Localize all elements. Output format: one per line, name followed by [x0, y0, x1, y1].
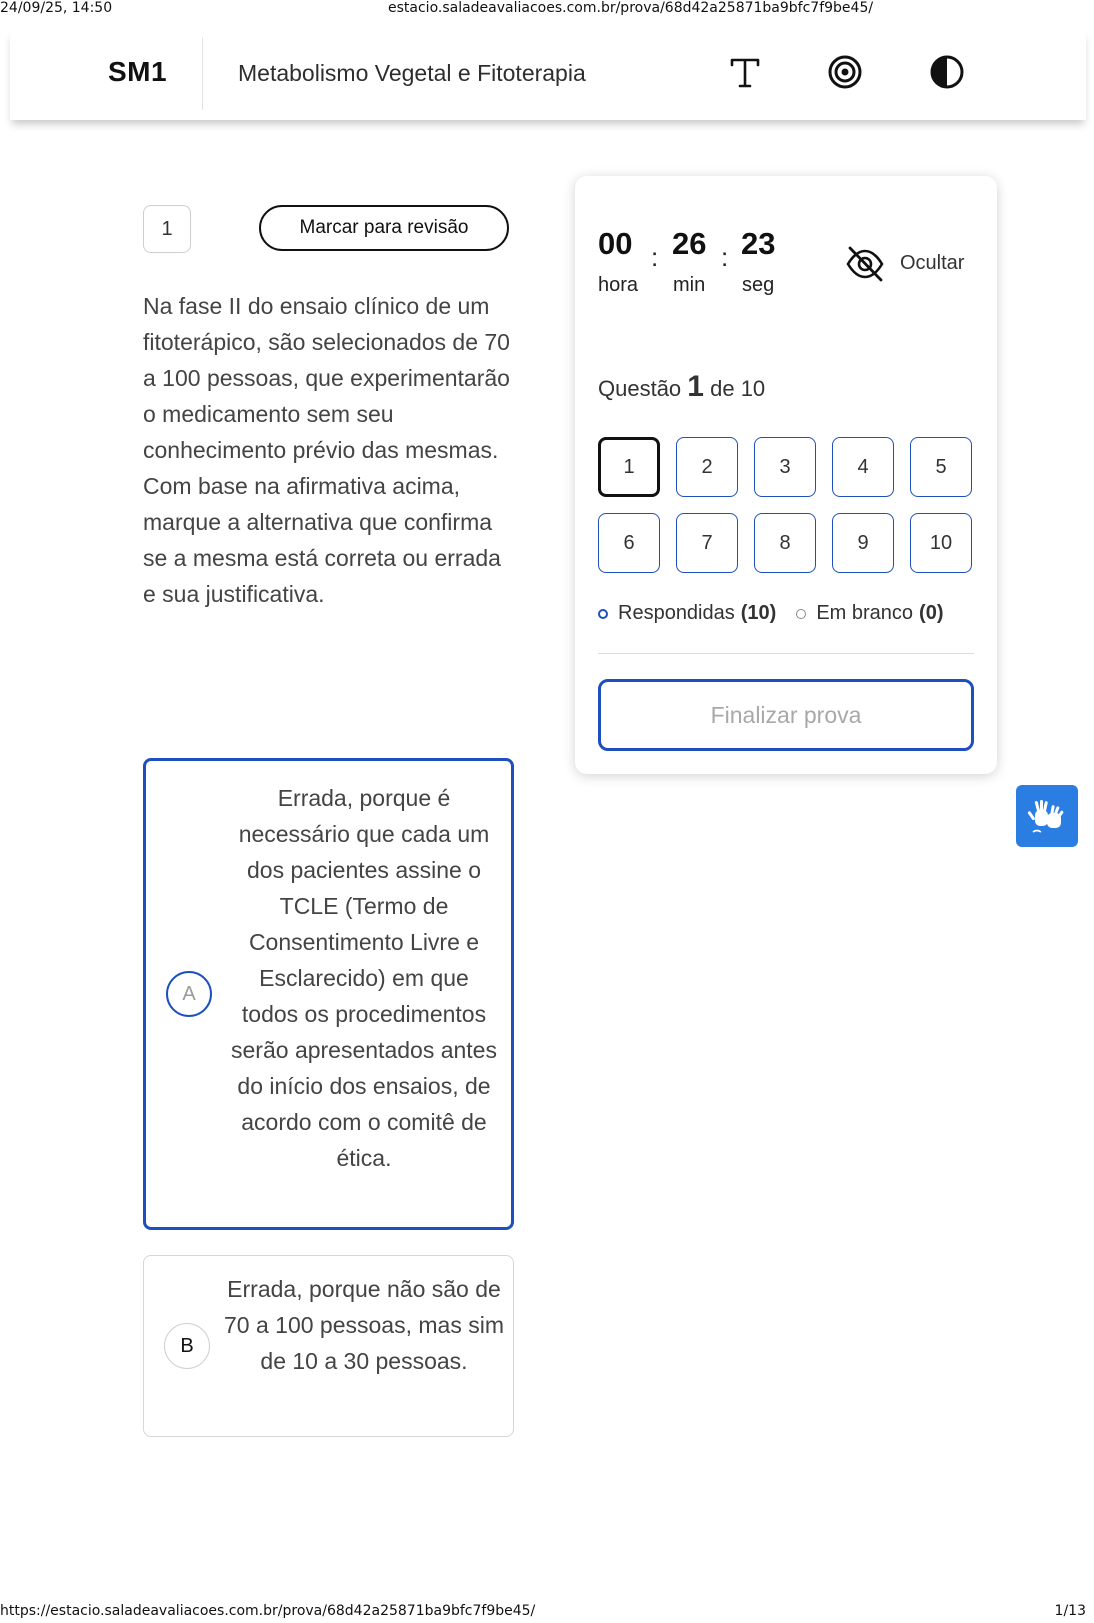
question-nav-button[interactable]: 7	[676, 513, 738, 573]
answered-count: (10)	[740, 602, 777, 624]
option-letter: B	[164, 1323, 210, 1369]
question-paragraph: Na fase II do ensaio clínico de um fitoterápico, são selecionados de 70 a 100 pessoas, que experimentarão o medicamento sem seu conhecimento prévio das mesmas.	[143, 293, 510, 463]
option-text: Errada, porque é necessário que cada um dos pacientes assine o TCLE (Termo de Consentimento Livre e Esclarecido) em que todos os procedimentos serão apresentados antes do início dos ensaios, de acordo com o comitê de ética.	[231, 785, 497, 1171]
counter-prefix: Questão	[598, 376, 682, 401]
question-paragraph: Com base na afirmativa acima, marque a alternativa que confirma se a mesma está correta ou errada e sua justificativa.	[143, 473, 501, 607]
timer-hours-label: hora	[598, 274, 639, 296]
timer-seconds-label: seg	[742, 274, 775, 296]
print-url: estacio.saladeavaliacoes.com.br/prova/68d42a25871ba9bfc7f9be45/	[388, 0, 874, 16]
question-nav-button[interactable]: 3	[754, 437, 816, 497]
course-title: Metabolismo Vegetal e Fitoterapia	[238, 60, 586, 86]
option-a[interactable]	[143, 758, 514, 1230]
font-size-icon[interactable]	[725, 52, 765, 92]
top-bar	[10, 30, 1086, 120]
question-nav-button[interactable]: 4	[832, 437, 894, 497]
print-page-number: 1/13	[1054, 1603, 1086, 1619]
timer-separator: :	[721, 242, 729, 272]
question-nav-button[interactable]: 10	[910, 513, 972, 573]
answered-label: Respondidas	[618, 602, 735, 624]
counter-current: 1	[687, 370, 704, 403]
answered-dot-icon	[598, 609, 608, 619]
print-header	[0, 0, 1094, 18]
timer-minutes: 26	[672, 226, 707, 261]
question-number: 1	[143, 205, 191, 253]
target-icon[interactable]	[825, 52, 865, 92]
question-nav-button[interactable]: 9	[832, 513, 894, 573]
question-nav-button[interactable]: 5	[910, 437, 972, 497]
question-nav-button[interactable]: 8	[754, 513, 816, 573]
eye-off-icon[interactable]	[845, 244, 885, 284]
timer-minutes-label: min	[673, 274, 706, 296]
print-footer	[0, 1603, 1094, 1621]
option-letter: A	[166, 971, 212, 1017]
blank-count: (0)	[919, 602, 944, 624]
question-navigator	[598, 437, 974, 573]
timer-hours: 00	[598, 226, 633, 261]
brand-divider	[202, 38, 203, 110]
status-legend	[598, 602, 944, 625]
timer-separator: :	[651, 242, 659, 272]
question-nav-button[interactable]: 6	[598, 513, 660, 573]
sign-language-icon[interactable]	[1016, 785, 1078, 847]
counter-suffix: de 10	[710, 376, 766, 401]
panel-divider	[598, 653, 974, 654]
finish-exam-button[interactable]: Finalizar prova	[598, 679, 974, 751]
contrast-icon[interactable]	[927, 52, 967, 92]
question-counter	[598, 370, 765, 404]
print-footer-url: https://estacio.saladeavaliacoes.com.br/prova/68d42a25871ba9bfc7f9be45/	[0, 1603, 536, 1619]
blank-dot-icon	[796, 609, 806, 619]
timer-seconds: 23	[741, 226, 776, 261]
print-datetime: 24/09/25, 14:50	[0, 0, 113, 16]
question-nav-button[interactable]: 2	[676, 437, 738, 497]
blank-label: Em branco	[816, 602, 914, 624]
question-nav-button[interactable]: 1	[598, 437, 660, 497]
mark-for-review-button[interactable]: Marcar para revisão	[259, 205, 509, 251]
hide-timer-button[interactable]: Ocultar	[900, 252, 965, 274]
option-text: Errada, porque não são de 70 a 100 pessoas, mas sim de 10 a 30 pessoas.	[224, 1276, 504, 1374]
option-b[interactable]	[143, 1255, 514, 1437]
exam-panel	[575, 176, 997, 774]
brand-logo: SM1	[108, 56, 168, 87]
question-text	[143, 288, 513, 612]
